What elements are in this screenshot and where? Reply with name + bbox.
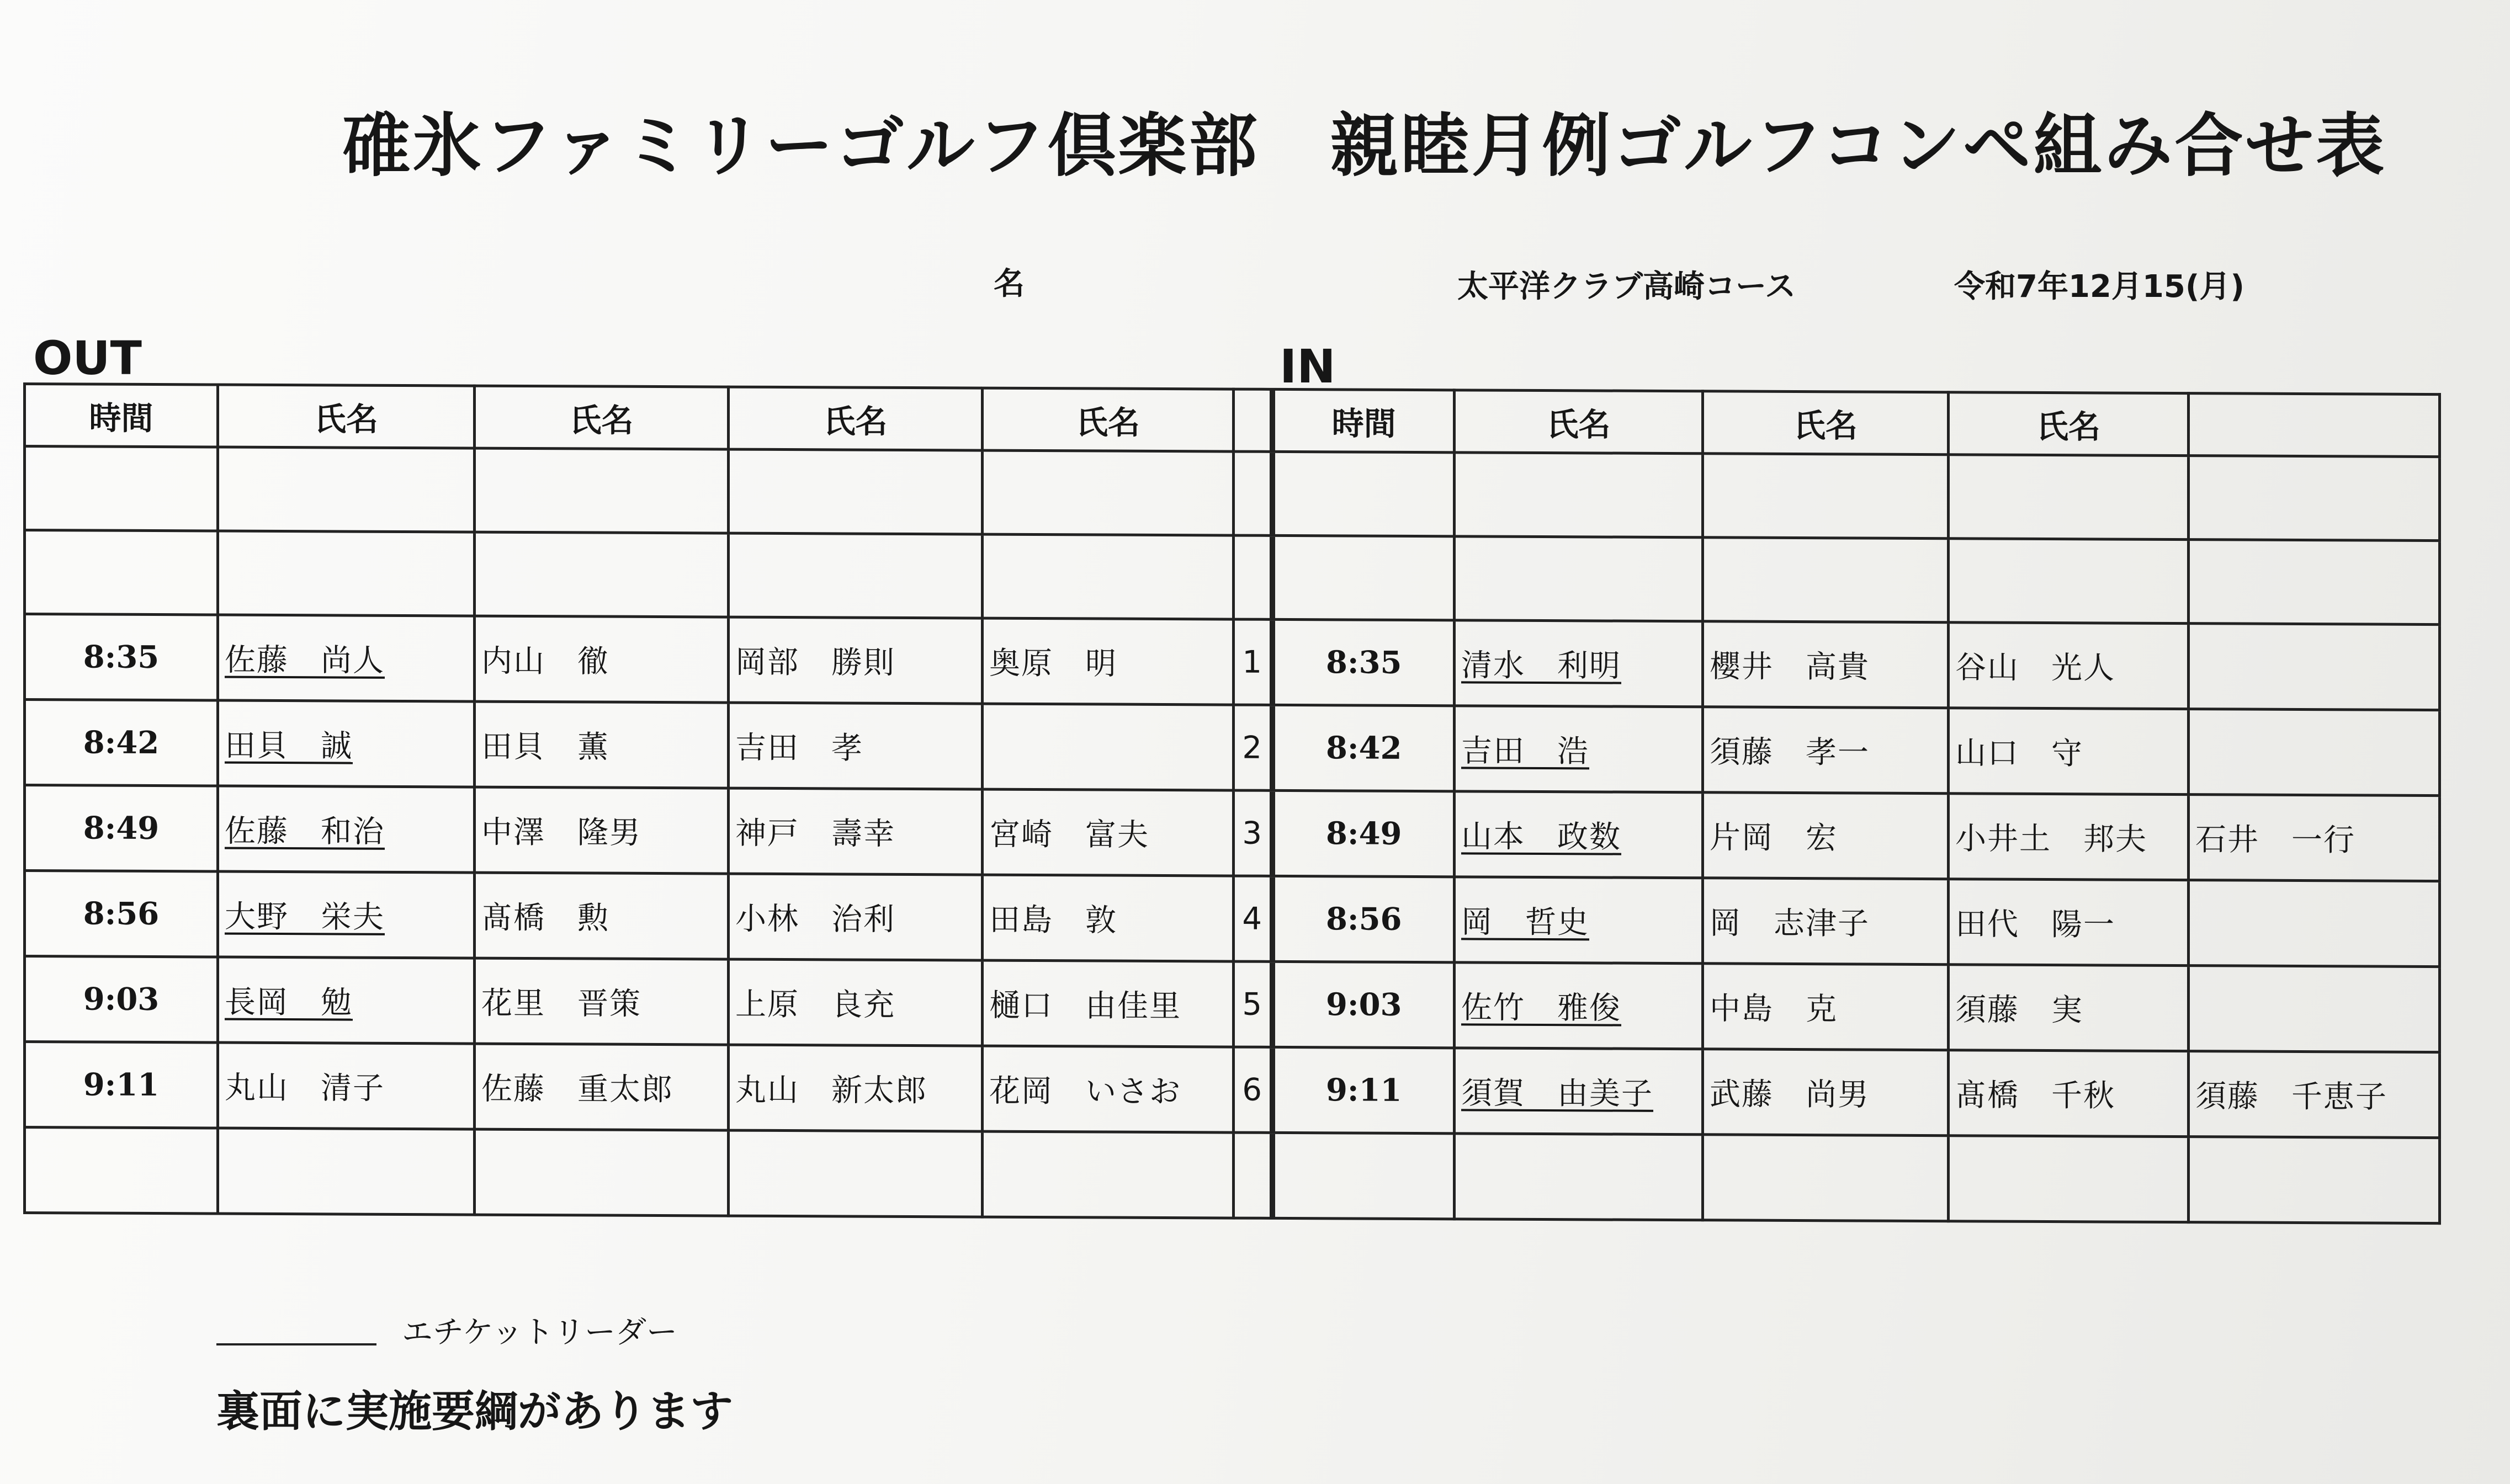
in-player-name: 小井土 邦夫 (1949, 794, 2189, 880)
in-player-name (2189, 624, 2440, 710)
in-player-name: 須藤 実 (1949, 965, 2189, 1051)
in-header-time: 時間 (1272, 389, 1455, 452)
out-tee-time: 8:42 (25, 700, 218, 786)
out-tee-time: 8:56 (25, 871, 218, 958)
out-player-name: 小林 治利 (729, 874, 983, 960)
group-row (25, 700, 2440, 796)
in-player-name (2189, 966, 2440, 1052)
out-leader-name: 丸山 清子 (218, 1042, 475, 1129)
in-leader-name: 吉田 浩 (1455, 706, 1703, 792)
group-number: 3 (1234, 790, 1272, 876)
group-row (25, 1042, 2440, 1138)
participant-count-label: 名 (994, 266, 1025, 302)
in-header-name: 氏名 (1455, 390, 1703, 454)
out-leader-name: 佐藤 和治 (218, 786, 475, 873)
out-header-name: 氏名 (475, 386, 729, 449)
group-number: 5 (1234, 961, 1272, 1047)
event-date: 令和7年12月15(月) (1954, 269, 2245, 305)
out-player-name: 丸山 新太郎 (729, 1045, 983, 1131)
group-number: 1 (1234, 619, 1272, 705)
in-tee-time: 8:49 (1272, 790, 1455, 876)
reverse-side-note: 裏面に実施要綱があります (216, 1387, 734, 1437)
out-player-name: 上原 良充 (729, 959, 983, 1046)
in-player-name (2189, 880, 2440, 967)
group-number: 6 (1234, 1047, 1272, 1132)
in-header-extra (2189, 393, 2440, 457)
in-player-name: 石井 一行 (2189, 795, 2440, 881)
group-number-header (1234, 389, 1272, 451)
group-row (25, 871, 2440, 967)
in-leader-name: 佐竹 雅俊 (1455, 962, 1703, 1049)
in-player-name: 片岡 宏 (1703, 792, 1949, 879)
out-section-label: OUT (33, 331, 142, 385)
out-header-name: 氏名 (983, 388, 1234, 451)
in-player-name: 山口 守 (1949, 708, 2189, 795)
in-player-name: 櫻井 高貴 (1703, 621, 1949, 708)
out-player-name: 佐藤 重太郎 (475, 1044, 729, 1130)
in-player-name: 田代 陽一 (1949, 879, 2189, 966)
out-player-name: 奥原 明 (983, 618, 1234, 705)
in-leader-name: 山本 政数 (1455, 791, 1703, 878)
out-player-name: 樋口 由佳里 (983, 960, 1234, 1047)
out-player-name: 中澤 隆男 (475, 787, 729, 874)
out-tee-time: 8:49 (25, 785, 218, 872)
in-tee-time: 8:56 (1272, 876, 1455, 962)
group-row (25, 956, 2440, 1052)
out-header-name: 氏名 (729, 387, 983, 450)
etiquette-leader-blank-line (216, 1343, 376, 1345)
out-player-name (983, 704, 1234, 790)
out-player-name: 花里 晋策 (475, 958, 729, 1045)
in-section-label: IN (1280, 339, 1336, 393)
out-leader-name: 佐藤 尚人 (218, 615, 475, 701)
out-tee-time: 9:11 (25, 1042, 218, 1129)
etiquette-leader-label: エチケットリーダー (402, 1315, 677, 1350)
in-header-name: 氏名 (1949, 392, 2189, 456)
in-tee-time: 8:35 (1272, 619, 1455, 705)
out-player-name: 岡部 勝則 (729, 617, 983, 704)
in-tee-time: 9:03 (1272, 961, 1455, 1047)
out-tee-time: 9:03 (25, 956, 218, 1043)
empty-row (25, 530, 2440, 625)
group-number: 2 (1234, 705, 1272, 790)
in-player-name: 須藤 千恵子 (2189, 1051, 2440, 1138)
document-title: 碓氷ファミリーゴルフ倶楽部 親睦月例ゴルフコンペ組み合せ表 (342, 106, 2387, 186)
out-leader-name: 田貝 誠 (218, 700, 475, 787)
out-player-name: 吉田 孝 (729, 703, 983, 789)
in-leader-name: 清水 利明 (1455, 620, 1703, 707)
group-number: 4 (1234, 876, 1272, 961)
out-player-name: 宮崎 富夫 (983, 789, 1234, 876)
empty-row (25, 1127, 2440, 1224)
out-player-name: 神戸 壽幸 (729, 788, 983, 875)
out-player-name: 内山 徹 (475, 616, 729, 703)
out-tee-time: 8:35 (25, 614, 218, 701)
out-player-name: 髙橋 勲 (475, 873, 729, 959)
group-row (25, 785, 2440, 881)
out-leader-name: 長岡 勉 (218, 957, 475, 1044)
course-name: 太平洋クラブ高崎コース (1457, 269, 1796, 305)
in-player-name: 髙橋 千秋 (1949, 1050, 2189, 1137)
out-header-time: 時間 (25, 384, 218, 448)
in-player-name: 谷山 光人 (1949, 623, 2189, 709)
in-player-name: 武藤 尚男 (1703, 1049, 1949, 1136)
pairings-table (23, 382, 2441, 1225)
out-player-name: 田貝 薫 (475, 701, 729, 788)
header-row (25, 384, 2440, 457)
in-player-name: 岡 志津子 (1703, 878, 1949, 965)
group-row (25, 614, 2440, 710)
in-header-name: 氏名 (1703, 391, 1949, 455)
in-leader-name: 須賀 由美子 (1455, 1048, 1703, 1135)
out-header-name: 氏名 (218, 385, 475, 448)
in-tee-time: 8:42 (1272, 705, 1455, 791)
out-player-name: 花岡 いさお (983, 1046, 1234, 1132)
out-leader-name: 大野 栄夫 (218, 871, 475, 958)
in-tee-time: 9:11 (1272, 1047, 1455, 1133)
out-player-name: 田島 敦 (983, 875, 1234, 961)
in-player-name (2189, 709, 2440, 796)
in-player-name: 須藤 孝一 (1703, 707, 1949, 794)
in-leader-name: 岡 哲史 (1455, 877, 1703, 964)
in-player-name: 中島 克 (1703, 964, 1949, 1050)
empty-row (25, 446, 2440, 541)
